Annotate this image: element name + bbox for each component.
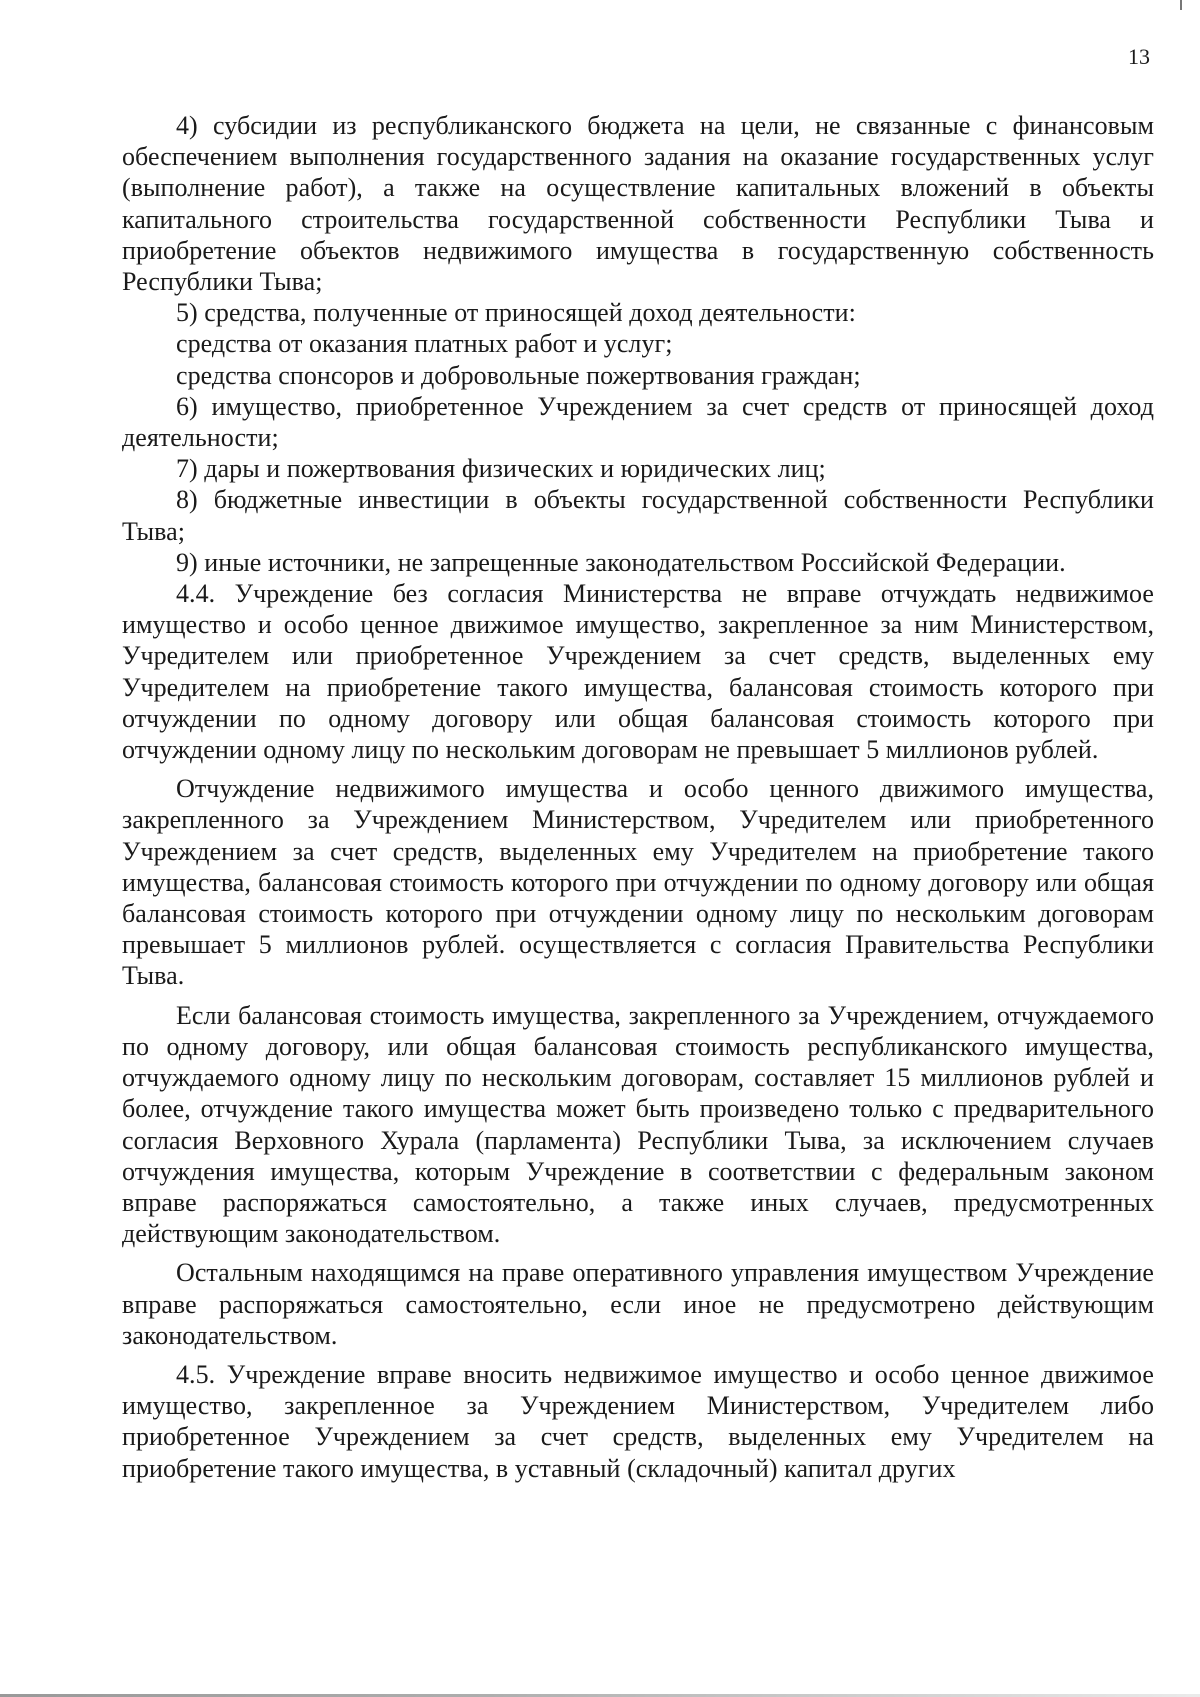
paragraph-subsidies: 4) субсидии из республиканского бюджета на цели, не связанные с финансовым обеспечением выполнения государственного задания на оказание государственных услуг (выполнение работ), а также на осуществление капитальных вложений в объекты капитального строительства государственной собственности Республики Тыва и приобретение объектов недвижимого имущества в государственную собственность Республики Тыва; — [122, 111, 1154, 297]
scan-mark — [1180, 0, 1182, 10]
paragraph-sponsors: средства спонсоров и добровольные пожертвования граждан; — [176, 360, 861, 390]
paragraph-section-4-4: 4.4. Учреждение без согласия Министерства не вправе отчуждать недвижимое имущество и особо ценное движимое имущество, закрепленное за ним Министерством, Учредителем или приобретенное Учреждением за счет средств, выделенных ему Учредителем на приобретение такого имущества, балансовая стоимость которого при отчуждении по одному договору или общая балансовая стоимость которого при отчуждении одному лицу по нескольким договорам не превышает 5 миллионов рублей. — [122, 579, 1154, 765]
page-number: 13 — [1128, 44, 1150, 69]
paragraph-gifts: 7) дары и пожертвования физических и юридических лиц; — [176, 454, 826, 484]
paragraph-balance-value: Если балансовая стоимость имущества, закрепленного за Учреждением, отчуждаемого по одному договору, или общая балансовая стоимость республиканского имущества, отчуждаемого одному лицу по нескольким договорам, составляет 15 миллионов рублей и более, отчуждение такого имущества может быть произведено только с предварительного согласия Верховного Хурала (парламента) Республики Тыва, за исключением случаев отчуждения имущества, которым Учреждение в соответствии с федеральным законом вправе распоряжаться самостоятельно, а также иных случаев, предусмотренных действующим законодательством. — [122, 1000, 1154, 1249]
paragraph-other-sources: 9) иные источники, не запрещенные законодательством Российской Федерации. — [176, 547, 1066, 577]
paragraph-section-4-5: 4.5. Учреждение вправе вносить недвижимое имущество и особо ценное движимое имущество, закрепленное за Учреждением Министерством, Учредителем либо приобретенное Учреждением за счет средств, выделенных ему Учредителем на приобретение такого имущества, в уставный (складочный) капитал других — [122, 1359, 1154, 1483]
paragraph-alienation: Отчуждение недвижимого имущества и особо ценного движимого имущества, закрепленного за Учреждением Министерством, Учредителем или приобретенного Учреждением за счет средств, выделенных ему Учредителем на приобретение такого имущества, балансовая стоимость которого при отчуждении по одному договору или общая балансовая стоимость которого при отчуждении одному лицу по нескольким договорам превышает 5 миллионов рублей. осуществляется с согласия Правительства Республики Тыва. — [122, 774, 1154, 991]
paragraph-budget-investments: 8) бюджетные инвестиции в объекты государственной собственности Республики Тыва; — [122, 485, 1154, 546]
document-body — [122, 110, 1154, 1484]
paragraph-paid-services: средства от оказания платных работ и услуг; — [176, 329, 673, 359]
paragraph-income-activity: 5) средства, полученные от приносящей доход деятельности: — [176, 298, 856, 328]
paragraph-acquired-property: 6) имущество, приобретенное Учреждением за счет средств от приносящей доход деятельности; — [122, 391, 1154, 453]
paragraph-remaining-property: Остальным находящимся на праве оперативного управления имуществом Учреждение вправе распоряжаться самостоятельно, если иное не предусмотрено действующим законодательством. — [122, 1258, 1154, 1350]
